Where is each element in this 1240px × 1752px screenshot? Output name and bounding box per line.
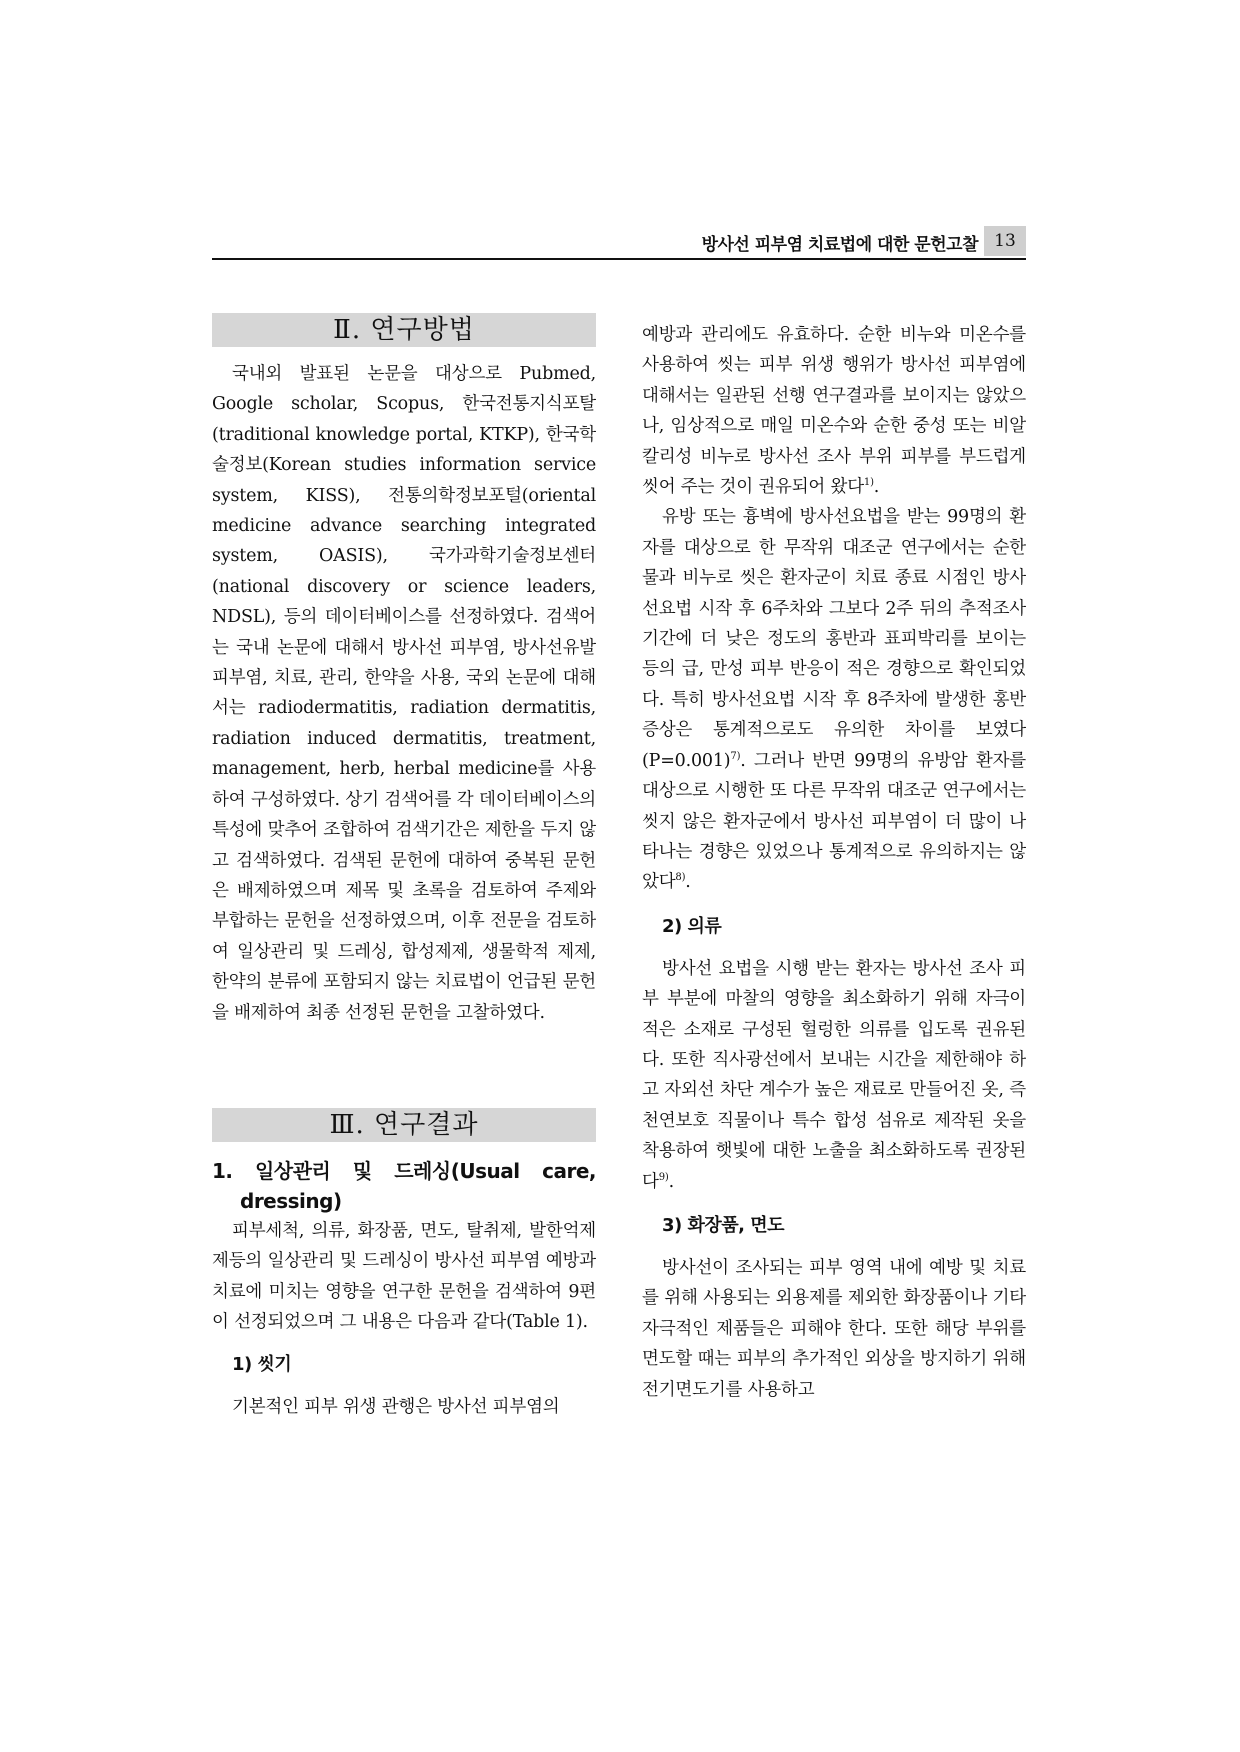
subsection-clothing-paragraph (642, 954, 1026, 1197)
subsection-cosmetics-paragraph: 방사선이 조사되는 피부 영역 내에 예방 및 치료를 위해 사용되는 외용제를 제외한 화장품이나 기타 자극적인 제품들은 피해야 한다. 또한 해당 부위를 면도할 때는 피부의 추가적인 외상을 방지하기 위해 전기면도기를 사용하고 (642, 1257, 1026, 1400)
page-number: 13 (984, 226, 1026, 256)
results-item-1-title: 1. 일상관리 및 드레싱(Usual care, dressing) (212, 1158, 596, 1213)
running-header (212, 226, 1026, 260)
left-column (212, 313, 596, 1422)
running-title: 방사선 피부염 치료법에 대한 문헌고찰 (701, 235, 978, 255)
methods-paragraph: 국내외 발표된 논문을 대상으로 Pubmed, Google scholar, Scopus, 한국전통지식포탈(traditional knowledge portal, KTKP), 한국학술정보(Korean studies information service system, KISS), 전통의학정보포털(oriental medicine advance searching integrated system, OASIS), 국가과학기술정보센터(national discovery or science leaders, NDSL), 등의 데이터베이스를 선정하였다. 검색어는 국내 논문에 대해서 방사선 피부염, 방사선유발피부염, 치료, 관리, 한약을 사용, 국외 논문에 대해서는 radiodermatitis, radiation dermatitis, radiation induced dermatitis, treatment, management, herb, herbal medicine를 사용하여 구성하였다. 상기 검색어를 각 데이터베이스의 특성에 맞추어 조합하여 검색기간은 제한을 두지 않고 검색하였다. 검색된 문헌에 대하여 중복된 문헌은 배제하였으며 제목 및 초록을 검토하여 주제와 부합하는 문헌을 선정하였으며, 이후 전문을 검토하여 일상관리 및 드레싱, 합성제제, 생물학적 제제, 한약의 분류에 포함되지 않는 치료법이 언급된 문헌을 배제하여 최종 선정된 문헌을 고찰하였다. (212, 364, 596, 1023)
citation-1: 1) (863, 477, 874, 489)
rct-paragraph (642, 502, 1026, 897)
section-gap (212, 1028, 596, 1108)
citation-8: 8) (675, 872, 686, 884)
subsection-washing-paragraph: 기본적인 피부 위생 관행은 방사선 피부염의 (232, 1396, 560, 1417)
citation-9: 9) (658, 1171, 669, 1183)
washing-continued-paragraph (642, 320, 1026, 502)
subsection-clothing-title: 2) 의류 (662, 915, 722, 937)
results-item-1-paragraph: 피부세척, 의류, 화장품, 면도, 탈취제, 발한억제제등의 일상관리 및 드레싱이 방사선 피부염 예방과 치료에 미치는 영향을 연구한 문헌을 검색하여 9편이 선정되었으며 그 내용은 다음과 같다(Table 1). (212, 1220, 596, 1333)
right-column (642, 320, 1026, 1405)
rct-text: 유방 또는 흉벽에 방사선요법을 받는 99명의 환자를 대상으로 한 무작위 대조군 연구에서는 순한 물과 비누로 씻은 환자군이 치료 종료 시점인 방사선요법 시작 후 6주차와 그보다 2주 뒤의 추적조사 기간에 더 낮은 정도의 홍반과 표피박리를 보이는 등의 급, 만성 피부 반응이 적은 경향으로 확인되었다. 특히 방사선요법 시작 후 8주차에 발생한 홍반 증상은 통계적으로도 유의한 차이를 보였다(P=0.001) (642, 507, 1026, 771)
rct-text-mid: . 그러나 반면 99명의 유방암 환자를 대상으로 시행한 또 다른 무작위 대조군 연구에서는 씻지 않은 환자군에서 방사선 피부염이 더 많이 나타나는 경향은 있었으나 통계적으로 유의하지는 않았다 (642, 750, 1026, 893)
washing-continued-end: . (873, 477, 880, 498)
section-heading-methods: Ⅱ. 연구방법 (212, 313, 596, 347)
washing-continued-text: 예방과 관리에도 유효하다. 순한 비누와 미온수를 사용하여 씻는 피부 위생 행위가 방사선 피부염에 대해서는 일관된 선행 연구결과를 보이지는 않았으나, 임상적으로 매일 미온수와 순한 중성 또는 비알칼리성 비누로 방사선 조사 부위 피부를 부드럽게 씻어 주는 것이 권유되어 왔다 (642, 325, 1026, 498)
rct-text-end: . (685, 872, 691, 893)
subsection-washing-title: 1) 씻기 (232, 1353, 292, 1375)
subsection-cosmetics-title: 3) 화장품, 면도 (662, 1214, 785, 1236)
clothing-end: . (668, 1171, 674, 1192)
citation-7: 7) (730, 750, 741, 762)
section-heading-results: Ⅲ. 연구결과 (212, 1108, 596, 1142)
clothing-text: 방사선 요법을 시행 받는 환자는 방사선 조사 피부 부분에 마찰의 영향을 최소화하기 위해 자극이 적은 소재로 구성된 헐렁한 의류를 입도록 권유된다. 또한 직사광선에서 보내는 시간을 제한해야 하고 자외선 차단 계수가 높은 재료로 만들어진 옷, 즉 천연보호 직물이나 특수 합성 섬유로 제작된 옷을 착용하여 햇빛에 대한 노출을 최소화하도록 권장된다 (642, 958, 1026, 1192)
